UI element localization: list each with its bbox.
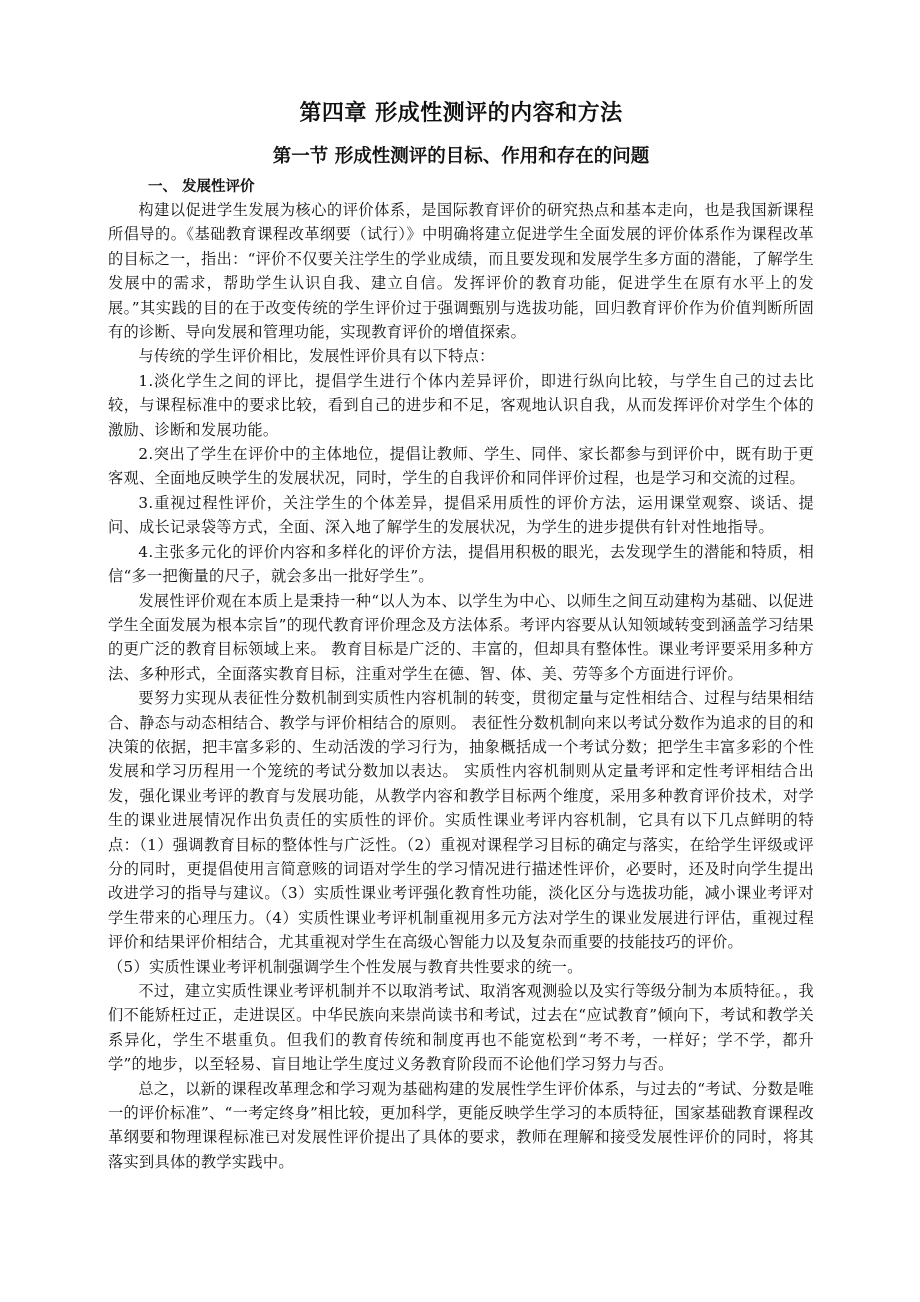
subsection-title: 一、 发展性评价	[148, 179, 255, 195]
paragraph-point-5: （5）实质性课业考评机制强调学生个性发展与教育共性要求的统一。	[108, 957, 583, 976]
paragraph-feature-3: 3.重视过程性评价，关注学生的个体差异，提倡采用质性的评价方法，运用课堂观察、谈话、提问、成长记录袋等方式，全面、深入地了解学生的发展状况，为学生的进步提供有针对性地指导。	[108, 493, 814, 537]
paragraph-feature-4: 4.主张多元化的评价内容和多样化的评价方法，提倡用积极的眼光，去发现学生的潜能和特质，相信“多一把衡量的尺子，就会多出一批好学生”。	[108, 542, 814, 586]
paragraph-caveat: 不过，建立实质性课业考评机制并不以取消考试、取消客观测验以及实行等级分制为本质特征。，我们不能矫枉过正，走进误区。中华民族向来崇尚读书和考试，过去在“应试教育”倾向下，考试和教学关系异化，学生不堪重负。但我们的教育传统和制度再也不能宽松到“考不考，一样好；学不学，都升学”的地步，以至轻易、盲目地让学生度过义务教育阶段而不论他们学习努力与否。	[108, 982, 814, 1074]
paragraph-conclusion: 总之，以新的课程改革理念和学习观为基础构建的发展性学生评价体系，与过去的“考试、分数是唯一的评价标准”、“一考定终身”相比较，更加科学，更能反映学生学习的本质特征，国家基础教育课程改革纲要和物理课程标准已对发展性评价提出了具体的要求，教师在理解和接受发展性评价的同时，将其落实到具体的教学实践中。	[108, 1079, 814, 1171]
document-page	[108, 96, 814, 1174]
chapter-title: 第四章 形成性测评的内容和方法	[299, 101, 623, 126]
paragraph-features-lead: 与传统的学生评价相比，发展性评价具有以下特点：	[138, 347, 495, 366]
section-title: 第一节 形成性测评的目标、作用和存在的问题	[272, 146, 650, 167]
paragraph-concept: 发展性评价观在本质上是秉持一种“以人为本、以学生为中心、以师生之间互动建构为基础、以促进学生全面发展为根本宗旨”的现代教育评价理念及方法体系。考评内容要从认知领域转变到涵盖学习结果的更广泛的教育目标领域上来。 教育目标是广泛的、丰富的，但却具有整体性。课业考评要采用多种方法、多种形式，全面落实教育目标，注重对学生在德、智、体、美、劳等多个方面进行评价。	[108, 591, 814, 683]
paragraph-intro: 构建以促进学生发展为核心的评价体系，是国际教育评价的研究热点和基本走向，也是我国新课程所倡导的。《基础教育课程改革纲要（试行）》中明确将建立促进学生全面发展的评价体系作为课程改革的目标之一，指出：“评价不仅要关注学生的学业成绩，而且要发现和发展学生多方面的潜能，了解学生发展中的需求，帮助学生认识自我、建立自信。发挥评价的教育功能，促进学生在原有水平上的发展。”其实践的目的在于改变传统的学生评价过于强调甄别与选拔功能，回归教育评价作为价值判断所固有的诊断、导向发展和管理功能，实现教育评价的增值探索。	[108, 201, 814, 342]
paragraph-feature-2: 2.突出了学生在评价中的主体地位，提倡让教师、学生、同伴、家长都参与到评价中，既有助于更客观、全面地反映学生的发展状况，同时，学生的自我评价和同伴评价过程，也是学习和交流的过程。	[108, 445, 814, 488]
paragraph-feature-1: 1.淡化学生之间的评比，提倡学生进行个体内差异评价，即进行纵向比较，与学生自己的过去比较，与课程标准中的要求比较，看到自己的进步和不足，客观地认识自我，从而发挥评价对学生个体的激励、诊断和发展功能。	[108, 371, 814, 439]
paragraph-mechanism: 要努力实现从表征性分数机制到实质性内容机制的转变，贯彻定量与定性相结合、过程与结果相结合、静态与动态相结合、教学与评价相结合的原则。 表征性分数机制向来以考试分数作为追求的目的和决策的依据，把丰富多彩的、生动活泼的学习行为，抽象概括成一个考试分数；把学生丰富多彩的个性发展和学习历程用一个笼统的考试分数加以表达。 实质性内容机制则从定量考评和定性考评相结合出发，强化课业考评的教育与发展功能，从教学内容和教学目标两个维度，采用多种教育评价技术，对学生的课业进展情况作出负责任的实质性的评价。实质性课业考评内容机制，它具有以下几点鲜明的特点：（1）强调教育目标的整体性与广泛性。（2）重视对课程学习目标的确定与落实，在给学生评级或评分的同时，更提倡使用言简意赅的词语对学生的学习情况进行描述性评价，必要时，还及时向学生提出改进学习的指导与建议。（3）实质性课业考评强化教育性功能，淡化区分与选拔功能，减小课业考评对学生带来的心理压力。（4）实质性课业考评机制重视用多元方法对学生的课业发展进行评估，重视过程评价和结果评价相结合，尤其重视对学生在高级心智能力以及复杂而重要的技能技巧的评价。	[108, 689, 814, 952]
